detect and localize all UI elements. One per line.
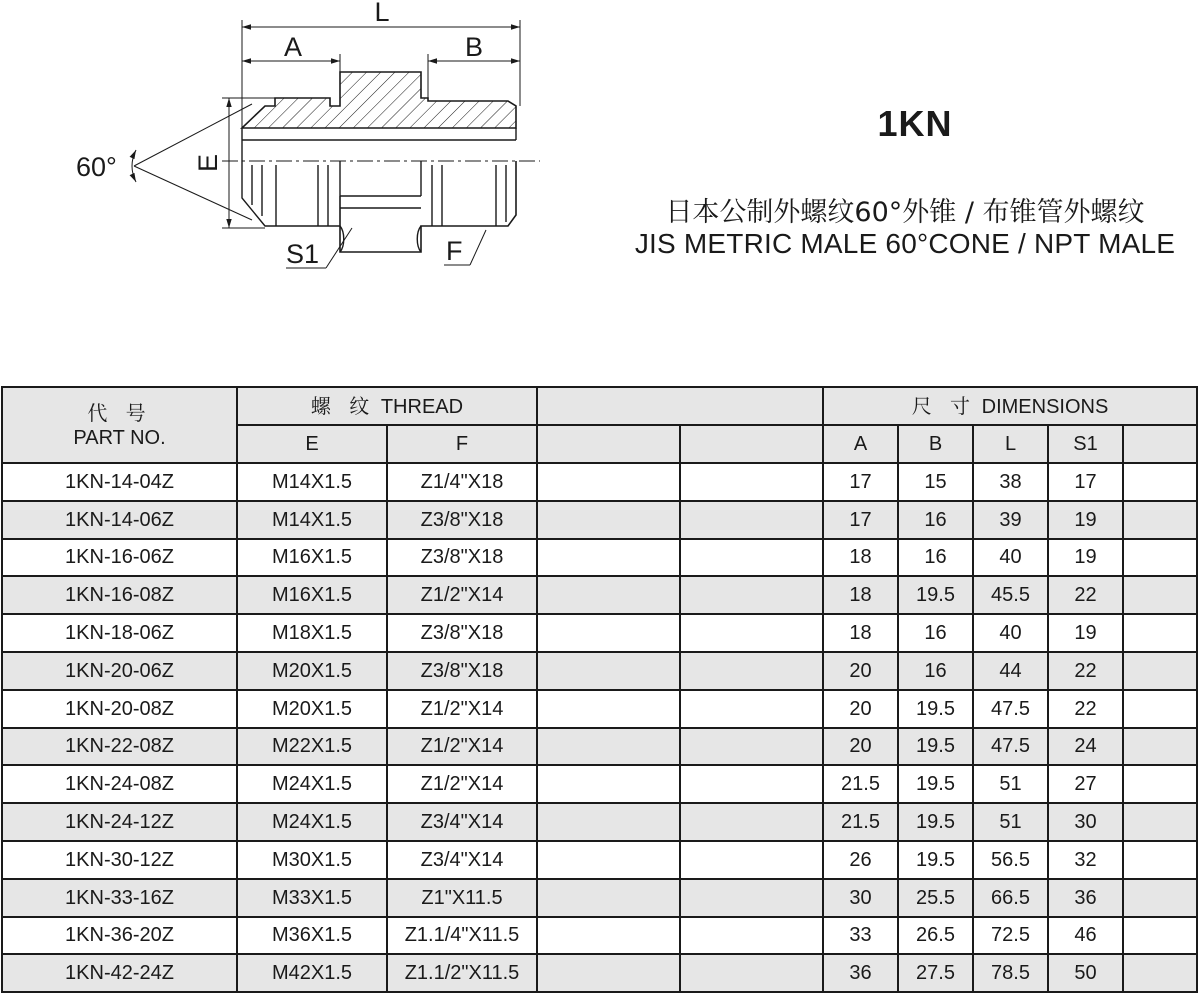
table-row <box>2 539 1197 577</box>
cell-empty <box>680 539 823 577</box>
header-dimensions-en: DIMENSIONS <box>981 395 1109 418</box>
cell-dim-b: 26.5 <box>898 917 973 955</box>
cell-dim-l: 47.5 <box>973 728 1048 766</box>
table-row <box>2 614 1197 652</box>
cell-thread-f: Z1.1/4"X11.5 <box>387 917 537 955</box>
cell-dim-a: 18 <box>823 576 898 614</box>
header-dimensions-cn: 尺 寸 <box>911 393 977 418</box>
cell-thread-e: M24X1.5 <box>237 803 387 841</box>
cell-dim-l: 56.5 <box>973 841 1048 879</box>
cell-empty <box>680 803 823 841</box>
cell-dim-s1: 24 <box>1048 728 1123 766</box>
cell-part-no: 1KN-14-06Z <box>2 501 237 539</box>
table-row <box>2 501 1197 539</box>
table-row <box>2 576 1197 614</box>
cell-empty <box>1123 463 1197 501</box>
cell-empty <box>680 690 823 728</box>
cell-thread-f: Z3/8"X18 <box>387 501 537 539</box>
cell-dim-a: 20 <box>823 690 898 728</box>
header-L: L <box>973 425 1048 463</box>
cell-empty <box>1123 614 1197 652</box>
header-F: F <box>387 425 537 463</box>
cell-empty <box>1123 576 1197 614</box>
cell-empty <box>537 539 680 577</box>
header-dimensions <box>823 387 1197 425</box>
cell-dim-a: 33 <box>823 917 898 955</box>
label-A: A <box>283 32 303 62</box>
cell-dim-s1: 27 <box>1048 765 1123 803</box>
cell-dim-l: 44 <box>973 652 1048 690</box>
cell-thread-e: M20X1.5 <box>237 652 387 690</box>
cell-dim-s1: 32 <box>1048 841 1123 879</box>
cell-thread-f: Z1/2"X14 <box>387 576 537 614</box>
cell-dim-l: 78.5 <box>973 954 1048 992</box>
cell-empty <box>1123 917 1197 955</box>
cell-empty <box>680 652 823 690</box>
cell-part-no: 1KN-18-06Z <box>2 614 237 652</box>
cell-dim-b: 16 <box>898 652 973 690</box>
cell-empty <box>1123 690 1197 728</box>
cell-thread-f: Z3/8"X18 <box>387 614 537 652</box>
cell-dim-a: 21.5 <box>823 803 898 841</box>
cell-empty <box>537 954 680 992</box>
cell-dim-s1: 50 <box>1048 954 1123 992</box>
cell-dim-a: 30 <box>823 879 898 917</box>
cell-empty <box>680 841 823 879</box>
cell-dim-s1: 19 <box>1048 501 1123 539</box>
table-row <box>2 463 1197 501</box>
cell-empty <box>1123 954 1197 992</box>
cell-part-no: 1KN-42-24Z <box>2 954 237 992</box>
cell-dim-a: 18 <box>823 614 898 652</box>
cell-thread-f: Z1/2"X14 <box>387 728 537 766</box>
label-E: E <box>193 153 223 173</box>
header-part-no <box>2 387 237 463</box>
cell-thread-f: Z1/4"X18 <box>387 463 537 501</box>
cell-dim-b: 15 <box>898 463 973 501</box>
cell-empty <box>1123 501 1197 539</box>
cell-dim-s1: 19 <box>1048 614 1123 652</box>
cell-empty <box>1123 879 1197 917</box>
table-row <box>2 954 1197 992</box>
cell-dim-b: 25.5 <box>898 879 973 917</box>
cell-thread-e: M20X1.5 <box>237 690 387 728</box>
header-S1: S1 <box>1048 425 1123 463</box>
cell-thread-f: Z1.1/2"X11.5 <box>387 954 537 992</box>
header-empty-1 <box>537 425 680 463</box>
cell-dim-s1: 22 <box>1048 690 1123 728</box>
cell-dim-a: 17 <box>823 501 898 539</box>
cell-empty <box>1123 765 1197 803</box>
cell-empty <box>680 614 823 652</box>
cell-empty <box>680 879 823 917</box>
cell-empty <box>537 841 680 879</box>
cell-empty <box>1123 539 1197 577</box>
table-row <box>2 728 1197 766</box>
cell-dim-a: 20 <box>823 728 898 766</box>
cell-empty <box>537 803 680 841</box>
cell-part-no: 1KN-33-16Z <box>2 879 237 917</box>
cell-empty <box>537 614 680 652</box>
cell-dim-a: 17 <box>823 463 898 501</box>
cell-dim-s1: 17 <box>1048 463 1123 501</box>
cell-thread-e: M33X1.5 <box>237 879 387 917</box>
cell-dim-b: 16 <box>898 539 973 577</box>
cell-empty <box>680 576 823 614</box>
product-name-cn: 日本公制外螺纹60°外锥 / 布锥管外螺纹 <box>665 197 1145 228</box>
cell-dim-s1: 30 <box>1048 803 1123 841</box>
cell-dim-s1: 46 <box>1048 917 1123 955</box>
cell-part-no: 1KN-20-06Z <box>2 652 237 690</box>
label-L: L <box>374 0 390 27</box>
cell-empty <box>680 463 823 501</box>
header-empty-2 <box>680 425 823 463</box>
cell-dim-b: 19.5 <box>898 728 973 766</box>
cell-thread-e: M14X1.5 <box>237 463 387 501</box>
header-blank <box>537 387 823 425</box>
cell-dim-a: 18 <box>823 539 898 577</box>
cell-empty <box>537 501 680 539</box>
header-part-no-cn: 代 号 <box>87 400 152 425</box>
product-name-en: JIS METRIC MALE 60°CONE / NPT MALE <box>634 228 1176 259</box>
cell-dim-l: 51 <box>973 803 1048 841</box>
cell-part-no: 1KN-30-12Z <box>2 841 237 879</box>
header-thread-en: THREAD <box>380 395 464 418</box>
table-row <box>2 765 1197 803</box>
cell-empty <box>537 765 680 803</box>
cell-dim-b: 19.5 <box>898 690 973 728</box>
cell-thread-f: Z3/4"X14 <box>387 841 537 879</box>
cell-empty <box>680 501 823 539</box>
cell-part-no: 1KN-14-04Z <box>2 463 237 501</box>
cell-empty <box>1123 841 1197 879</box>
cell-empty <box>537 917 680 955</box>
cell-thread-f: Z1/2"X14 <box>387 765 537 803</box>
cell-empty <box>537 652 680 690</box>
header-part-no-en: PART NO. <box>73 426 166 449</box>
cell-dim-b: 19.5 <box>898 841 973 879</box>
header-B: B <box>898 425 973 463</box>
cell-dim-l: 51 <box>973 765 1048 803</box>
cell-dim-b: 16 <box>898 501 973 539</box>
table-row <box>2 803 1197 841</box>
cell-dim-l: 38 <box>973 463 1048 501</box>
cell-dim-a: 26 <box>823 841 898 879</box>
cell-thread-e: M18X1.5 <box>237 614 387 652</box>
cell-thread-e: M42X1.5 <box>237 954 387 992</box>
header-A: A <box>823 425 898 463</box>
cell-empty <box>680 917 823 955</box>
cell-dim-a: 20 <box>823 652 898 690</box>
cell-dim-l: 47.5 <box>973 690 1048 728</box>
header-E: E <box>237 425 387 463</box>
spec-table-body <box>2 463 1197 992</box>
table-row <box>2 841 1197 879</box>
cell-empty <box>537 576 680 614</box>
table-row <box>2 879 1197 917</box>
cell-empty <box>680 765 823 803</box>
cell-thread-e: M14X1.5 <box>237 501 387 539</box>
cell-empty <box>1123 803 1197 841</box>
cell-part-no: 1KN-24-12Z <box>2 803 237 841</box>
cell-dim-b: 27.5 <box>898 954 973 992</box>
cell-dim-a: 21.5 <box>823 765 898 803</box>
cell-empty <box>680 728 823 766</box>
cell-thread-e: M22X1.5 <box>237 728 387 766</box>
product-code: 1KN <box>877 103 953 144</box>
cell-dim-b: 19.5 <box>898 765 973 803</box>
cell-dim-a: 36 <box>823 954 898 992</box>
cell-dim-s1: 19 <box>1048 539 1123 577</box>
label-F: F <box>446 236 463 266</box>
cell-dim-l: 72.5 <box>973 917 1048 955</box>
cell-dim-s1: 22 <box>1048 652 1123 690</box>
cell-dim-l: 39 <box>973 501 1048 539</box>
cell-dim-l: 40 <box>973 539 1048 577</box>
cell-thread-f: Z3/8"X18 <box>387 652 537 690</box>
cell-empty <box>680 954 823 992</box>
cell-part-no: 1KN-16-08Z <box>2 576 237 614</box>
cell-thread-f: Z3/4"X14 <box>387 803 537 841</box>
table-row <box>2 690 1197 728</box>
cell-empty <box>537 728 680 766</box>
cell-empty <box>1123 728 1197 766</box>
header-thread <box>237 387 537 425</box>
cell-dim-b: 19.5 <box>898 576 973 614</box>
cell-dim-l: 66.5 <box>973 879 1048 917</box>
cell-part-no: 1KN-16-06Z <box>2 539 237 577</box>
cell-thread-e: M16X1.5 <box>237 539 387 577</box>
cell-thread-f: Z1/2"X14 <box>387 690 537 728</box>
table-row <box>2 917 1197 955</box>
cell-dim-l: 40 <box>973 614 1048 652</box>
spec-table <box>1 386 1198 993</box>
cell-empty <box>537 690 680 728</box>
cell-dim-b: 19.5 <box>898 803 973 841</box>
cell-dim-l: 45.5 <box>973 576 1048 614</box>
cell-thread-f: Z1"X11.5 <box>387 879 537 917</box>
fitting-drawing <box>0 0 560 290</box>
cell-part-no: 1KN-24-08Z <box>2 765 237 803</box>
table-row <box>2 652 1197 690</box>
label-B: B <box>464 32 484 62</box>
cell-dim-s1: 36 <box>1048 879 1123 917</box>
cell-empty <box>1123 652 1197 690</box>
cell-thread-e: M24X1.5 <box>237 765 387 803</box>
cell-dim-s1: 22 <box>1048 576 1123 614</box>
cell-part-no: 1KN-36-20Z <box>2 917 237 955</box>
label-S1: S1 <box>286 239 320 269</box>
cell-part-no: 1KN-22-08Z <box>2 728 237 766</box>
cell-thread-f: Z3/8"X18 <box>387 539 537 577</box>
cell-dim-b: 16 <box>898 614 973 652</box>
header-thread-cn: 螺 纹 <box>310 393 376 418</box>
cell-empty <box>537 879 680 917</box>
cell-thread-e: M16X1.5 <box>237 576 387 614</box>
fitting-section-hatched <box>242 72 516 128</box>
cell-thread-e: M30X1.5 <box>237 841 387 879</box>
cell-part-no: 1KN-20-08Z <box>2 690 237 728</box>
label-angle: 60° <box>76 152 117 182</box>
cell-thread-e: M36X1.5 <box>237 917 387 955</box>
cell-empty <box>537 463 680 501</box>
header-empty-3 <box>1123 425 1197 463</box>
